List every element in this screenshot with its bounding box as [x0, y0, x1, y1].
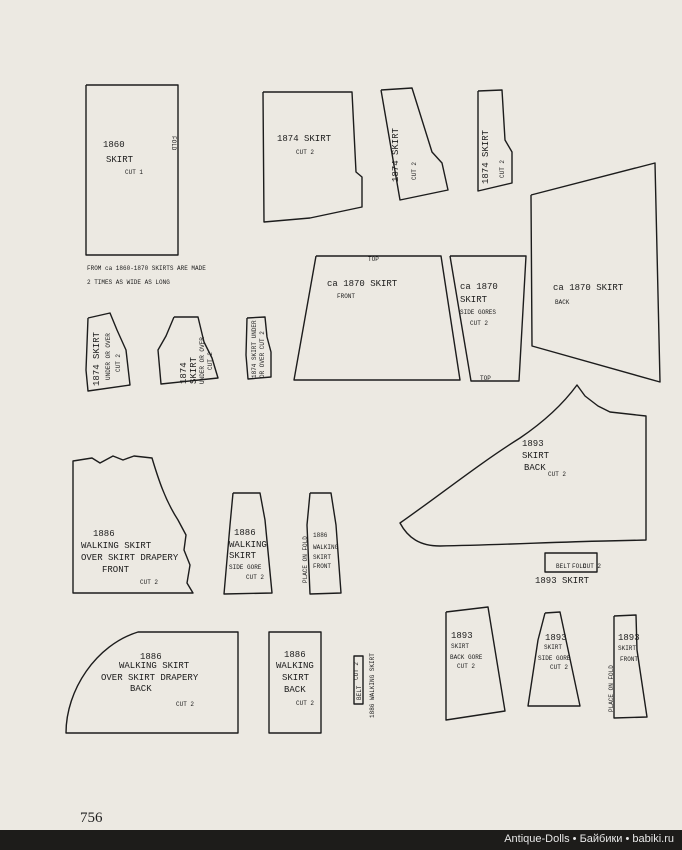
- piece-caption: 1886 WALKING SKIRT: [369, 653, 376, 718]
- piece-label: BELT: [556, 563, 571, 570]
- piece-label: WALKING: [276, 661, 314, 671]
- piece-label: 1874 SKIRT: [481, 129, 491, 184]
- cut-instruction: CUT 2: [583, 563, 602, 570]
- pattern-piece-1874-under-over-a: [86, 313, 130, 391]
- pattern-piece-1874-under-over-b: [158, 317, 218, 384]
- piece-label: WALKING SKIRT: [81, 541, 152, 551]
- piece-label: BACK: [130, 684, 152, 694]
- cut-instruction: CUT 1: [125, 169, 144, 176]
- piece-label: SKIRT: [618, 645, 637, 652]
- piece-label: BACK: [284, 685, 306, 695]
- pattern-piece-1893-front: [608, 615, 647, 718]
- piece-label: 1874: [179, 362, 189, 384]
- pattern-piece-1886-side-gore: [224, 493, 272, 594]
- piece-label: UNDER OR OVER: [199, 337, 206, 384]
- piece-label: OR OVER CUT 2: [259, 331, 266, 378]
- piece-label: 1874 SKIRT: [92, 331, 102, 386]
- pattern-piece-1886-skirt-back: [269, 632, 321, 733]
- piece-caption: 1893 SKIRT: [535, 576, 590, 586]
- pattern-piece-1893-back-gore: [446, 607, 505, 720]
- piece-label: ca 1870: [460, 282, 498, 292]
- piece-label: 1893: [618, 633, 640, 643]
- piece-label: FRONT: [313, 563, 332, 570]
- page-number: 756: [80, 810, 103, 826]
- piece-label: FRONT: [620, 656, 639, 663]
- top-mark: TOP: [368, 256, 379, 263]
- piece-label: 1893: [522, 439, 544, 449]
- fold-mark: PLACE ON FOLD: [608, 665, 615, 712]
- piece-label: 1874 SKIRT: [277, 134, 332, 144]
- pattern-piece-1874-under-over-c: [246, 317, 271, 379]
- note-text: 2 TIMES AS WIDE AS LONG: [87, 279, 170, 286]
- cut-instruction: CUT 2: [548, 471, 567, 478]
- fold-mark: PLACE ON FOLD: [302, 536, 309, 583]
- pattern-piece-1886-drapery-back: [66, 632, 238, 733]
- piece-label: 1886: [93, 529, 115, 539]
- piece-label: WALKING SKIRT: [119, 661, 190, 671]
- cut-instruction: CUT 2: [499, 159, 506, 178]
- cut-instruction: CUT 2: [176, 701, 195, 708]
- piece-label: FRONT: [337, 293, 356, 300]
- piece-label: 1886: [284, 650, 306, 660]
- piece-label: 1860: [103, 140, 125, 150]
- pattern-piece-1874-skirt-c: [478, 90, 512, 191]
- piece-label: SKIRT: [313, 554, 332, 561]
- cut-instruction: CUT 2: [411, 161, 418, 180]
- piece-label: SKIRT: [522, 451, 550, 461]
- cut-instruction: CUT 2: [207, 351, 214, 370]
- piece-label: BACK: [555, 299, 570, 306]
- cut-instruction: CUT 2: [550, 664, 569, 671]
- piece-label: 1874 SKIRT UNDER: [251, 320, 258, 378]
- pattern-piece-1893-skirt-back: [400, 385, 646, 546]
- fold-mark: FOLD: [170, 136, 177, 151]
- cut-instruction: CUT 2: [470, 320, 489, 327]
- pattern-piece-1870-skirt-front: [294, 256, 460, 380]
- pattern-piece-1870-skirt-back: [531, 163, 660, 382]
- piece-label: UNDER OR OVER: [105, 333, 112, 380]
- pattern-piece-1886-drapery-front: [73, 456, 193, 593]
- watermark-bar: [0, 830, 682, 850]
- pattern-piece-1874-skirt-a: [263, 92, 362, 222]
- piece-label: 1886: [234, 528, 256, 538]
- cut-instruction: CUT 2: [353, 661, 360, 680]
- piece-label: BACK: [524, 463, 546, 473]
- pattern-piece-1893-belt: [535, 553, 601, 586]
- piece-label: BACK GORE: [450, 654, 483, 661]
- piece-label: WALKING: [229, 540, 267, 550]
- piece-label: SKIRT: [544, 644, 563, 651]
- pattern-piece-1886-front: [302, 493, 341, 594]
- piece-label: 1893: [545, 633, 567, 643]
- piece-label: BELT: [356, 685, 363, 700]
- piece-label: SKIRT: [229, 551, 257, 561]
- piece-label: SKIRT: [282, 673, 310, 683]
- piece-label: SKIRT: [106, 155, 134, 165]
- cut-instruction: CUT 2: [115, 353, 122, 372]
- pattern-piece-1886-belt: [353, 653, 376, 718]
- piece-label: SIDE GORES: [460, 309, 497, 316]
- pattern-piece-1874-skirt-b: [381, 88, 448, 200]
- piece-label: ca 1870 SKIRT: [327, 279, 398, 289]
- piece-label: 1893: [451, 631, 473, 641]
- piece-label: WALKING: [313, 544, 339, 551]
- piece-label: 1886: [313, 532, 328, 539]
- piece-label: SIDE GORE: [538, 655, 571, 662]
- piece-label: ca 1870 SKIRT: [553, 283, 624, 293]
- piece-label: SKIRT: [460, 295, 488, 305]
- piece-label: OVER SKIRT DRAPERY: [101, 673, 199, 683]
- cut-instruction: CUT 2: [296, 149, 315, 156]
- pattern-piece-1893-side-gore: [528, 612, 580, 706]
- piece-label: SIDE GORE: [229, 564, 262, 571]
- pattern-piece-1870-side-gores: [450, 256, 526, 382]
- piece-label: FRONT: [102, 565, 130, 575]
- cut-instruction: CUT 2: [140, 579, 159, 586]
- top-mark: TOP: [480, 375, 491, 382]
- watermark-text: Antique-Dolls • Байбики • babiki.ru: [504, 833, 674, 845]
- piece-label: 1886: [140, 652, 162, 662]
- piece-label: 1874 SKIRT: [391, 127, 401, 182]
- piece-label: SKIRT: [451, 643, 470, 650]
- cut-instruction: CUT 2: [296, 700, 315, 707]
- piece-label: SKIRT: [189, 356, 199, 384]
- pattern-piece-1860-skirt: [86, 85, 178, 255]
- fold-mark: FOLD: [572, 563, 587, 570]
- cut-instruction: CUT 2: [246, 574, 265, 581]
- cut-instruction: CUT 2: [457, 663, 476, 670]
- note-text: FROM ca 1860-1870 SKIRTS ARE MADE: [87, 265, 206, 272]
- piece-label: OVER SKIRT DRAPERY: [81, 553, 179, 563]
